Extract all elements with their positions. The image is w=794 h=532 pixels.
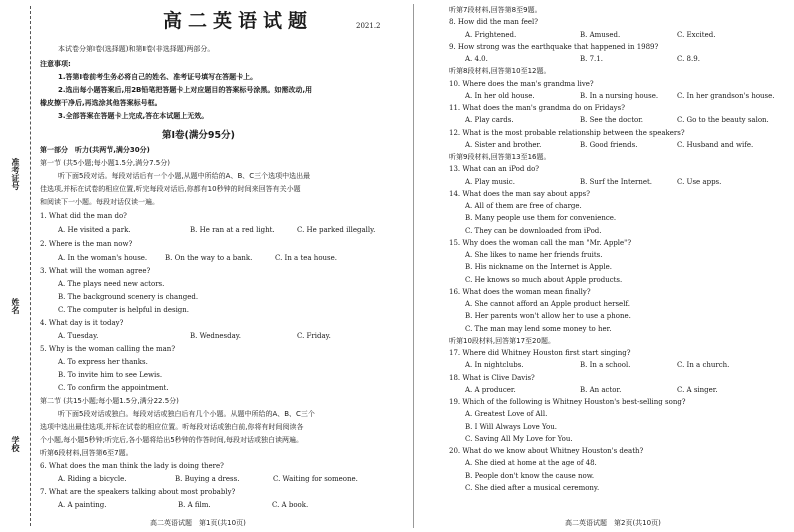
note-3: 3.全部答案在答题卡上完成,答在本试题上无效。 (58, 112, 209, 120)
p2-question: 19. Which of the following is Whitney Houston's best-selling song? (449, 398, 686, 406)
p2-option: A. Greatest Love of All. (465, 410, 548, 419)
p2-option: A. She died at home at the age of 48. (465, 459, 597, 468)
exam-date: 2021.2 (356, 22, 381, 30)
p2-option-b: B. In a school. (580, 361, 631, 370)
page1-footer: 高二英语试题 第1页(共10页) (150, 519, 246, 527)
note-2-cont: 橡皮擦干净后,再选涂其他答案标号框。 (40, 99, 162, 107)
q4-option-a: A. Tuesday. (58, 332, 99, 340)
p2-option: C. Saving All My Love for You. (465, 434, 573, 443)
p2-option-b: B. Amused. (580, 30, 621, 39)
p2-option: B. Her parents won't allow her to use a phone. (465, 312, 631, 321)
question-6: 6. What does the man think the lady is doing there? (40, 462, 224, 470)
p2-option-c: C. A singer. (677, 385, 718, 394)
note-2: 2.选出每小题答案后,用2B铅笔把答题卡上对应题目的答案标号涂黑。如需改动,用 (58, 86, 313, 94)
p2-question: 20. What do we know about Whitney Houston's death? (449, 447, 644, 455)
p2-section-heading: 听第8段材料,回答第10至12题。 (449, 67, 551, 76)
p2-option-c: C. Go to the beauty salon. (677, 116, 769, 125)
q3-option-a: A. The plays need new actors. (58, 280, 165, 288)
p2-option-a: A. In nightclubs. (465, 361, 524, 370)
p2-option: C. He knows so much about Apple products. (465, 275, 623, 284)
p2-question: 11. What does the man's grandma do on Fridays? (449, 104, 625, 112)
question-2: 2. Where is the man now? (40, 240, 133, 248)
p2-option: C. She died after a musical ceremony. (465, 483, 600, 492)
p2-section-heading: 听第10段材料,回答第17至20题。 (449, 336, 555, 345)
q2-option-b: B. On the way to a bank. (165, 254, 253, 262)
side-label-school: 学校 (11, 436, 20, 452)
p2-option-b: B. 7.1. (580, 55, 603, 63)
q6-option-b: B. Buying a dress. (175, 475, 240, 483)
part1-heading: 第一部分 听力(共两节,满分30分) (40, 146, 150, 154)
q6-option-a: A. Riding a bicycle. (58, 475, 127, 483)
p2-question: 8. How did the man feel? (449, 18, 538, 27)
p2-option: B. Many people use them for convenience. (465, 214, 617, 223)
p2-question: 12. What is the most probable relationship between the speakers? (449, 128, 685, 137)
q4-option-c: C. Friday. (297, 332, 331, 340)
p2-section-heading: 听第9段材料,回答第13至16题。 (449, 153, 551, 161)
sec2-instr-4: 听第6段材料,回答第6至7题。 (40, 449, 133, 457)
q2-option-c: C. In a tea house. (275, 254, 337, 262)
notes-heading: 注意事项: (40, 60, 71, 68)
p2-option-a: A. Sister and brother. (465, 140, 542, 149)
q3-option-c: C. The computer is helpful in design. (58, 306, 190, 314)
p2-option-b: B. An actor. (580, 385, 622, 394)
q1-option-b: B. He ran at a red light. (190, 226, 275, 234)
question-7: 7. What are the speakers talking about most probably? (40, 488, 236, 496)
intro-text: 本试卷分第Ⅰ卷(选择题)和第Ⅱ卷(非选择题)两部分。 (58, 45, 215, 53)
p2-option-c: C. In her grandson's house. (677, 91, 775, 100)
p2-section-heading: 听第7段材料,回答第8至9题。 (449, 6, 542, 14)
q1-option-a: A. He visited a park. (58, 226, 131, 234)
p2-option: C. They can be downloaded from iPod. (465, 226, 602, 235)
section-title: 第Ⅰ卷(满分95分) (162, 130, 235, 141)
p2-option: B. I Will Always Love You. (465, 422, 557, 431)
p2-option: C. The man may lend some money to her. (465, 324, 612, 333)
question-3: 3. What will the woman agree? (40, 267, 151, 275)
p2-question: 15. Why does the woman call the man "Mr. Apple"? (449, 238, 632, 247)
q7-option-a: A. A painting. (58, 501, 107, 509)
side-label-name: 姓名 (11, 298, 20, 314)
sec1-instr-2: 佳选项,并标在试卷的相应位置,听完每段对话后,你都有10秒钟的时间来回答有关小题 (40, 185, 301, 193)
p2-option-c: C. Husband and wife. (677, 140, 754, 149)
sec2-instr-1: 听下面5段对话或独白。每段对话或独白后有几个小题。从题中所给的A、B、C三个 (58, 410, 315, 418)
sec1-heading: 第一节 (共5小题;每小题1.5分,满分7.5分) (40, 159, 170, 167)
p2-option-a: A. Play cards. (465, 116, 514, 125)
p2-option: A. All of them are free of charge. (465, 202, 582, 210)
p2-option-a: A. A producer. (465, 385, 516, 394)
q3-option-b: B. The background scenery is changed. (58, 293, 199, 301)
p2-question: 16. What does the woman mean finally? (449, 287, 591, 296)
p2-option: B. People don't know the cause now. (465, 471, 595, 480)
note-1: 1.答第Ⅰ卷前考生务必将自己的姓名、准考证号填写在答题卡上。 (58, 73, 258, 81)
q5-option-b: B. To invite him to see Lewis. (58, 371, 163, 379)
p2-question: 9. How strong was the earthquake that happened in 1989? (449, 42, 659, 51)
p2-question: 18. What is Clive Davis? (449, 373, 535, 382)
question-1: 1. What did the man do? (40, 212, 127, 220)
p2-option-c: C. Use apps. (677, 177, 722, 186)
page-divider (413, 4, 414, 528)
q7-option-c: C. A book. (272, 501, 309, 509)
q1-option-c: C. He parked illegally. (297, 226, 376, 234)
p2-option: A. She likes to name her friends fruits. (465, 251, 603, 259)
p2-option: B. His nickname on the Internet is Apple. (465, 263, 612, 272)
p2-question: 17. Where did Whitney Houston first start singing? (449, 349, 631, 357)
q6-option-c: C. Waiting for someone. (273, 475, 358, 483)
p2-option-b: B. Surf the Internet. (580, 177, 653, 186)
p2-option-b: B. In a nursing house. (580, 91, 659, 100)
p2-option-a: A. 4.0. (465, 55, 488, 63)
p2-option-a: A. Play music. (465, 177, 515, 186)
p2-question: 13. What can an iPod do? (449, 165, 540, 174)
p2-question: 10. Where does the man's grandma live? (449, 79, 594, 88)
page2-footer: 高二英语试题 第2页(共10页) (565, 519, 661, 527)
sec1-instr-3: 和阅读下一小题。每段对话仅读一遍。 (40, 198, 159, 206)
q4-option-b: B. Wednesday. (190, 332, 241, 340)
sec2-heading: 第二节 (共15小题;每小题1.5分,满分22.5分) (40, 397, 179, 405)
q5-option-a: A. To express her thanks. (58, 358, 148, 366)
p2-option-a: A. Frightened. (465, 30, 517, 39)
p2-option-c: C. Excited. (677, 30, 716, 39)
question-4: 4. What day is it today? (40, 319, 124, 327)
p2-option-c: C. In a church. (677, 361, 730, 370)
p2-option-b: B. See the doctor. (580, 116, 644, 125)
sec2-instr-3: 个小题,每小题5秒钟;听完后,各小题将给出5秒钟的作答时间,每段对话或独白读两遍。 (40, 436, 303, 444)
q2-option-a: A. In the woman's house. (58, 254, 148, 262)
side-label-exam-id: 准考证号 (11, 158, 20, 190)
q7-option-b: B. A film. (178, 501, 211, 509)
q5-option-c: C. To confirm the appointment. (58, 384, 169, 392)
binding-line (30, 6, 31, 526)
question-5: 5. Why is the woman calling the man? (40, 345, 176, 353)
sec1-instr-1: 听下面5段对话。每段对话后有一个小题,从题中所给的A、B、C三个选项中选出最 (58, 172, 311, 180)
sec2-instr-2: 选项中选出最佳选项,并标在试卷的相应位置。听每段对话或独白前,你将有时间阅读各 (40, 423, 304, 431)
p2-option-a: A. In her old house. (465, 91, 535, 100)
p2-option: A. She cannot afford an Apple product herself. (465, 300, 631, 308)
p2-question: 14. What does the man say about apps? (449, 189, 591, 198)
page-title: 高二英语试题 (163, 10, 314, 32)
p2-option-b: B. Good friends. (580, 140, 638, 149)
p2-option-c: C. 8.9. (677, 55, 700, 63)
